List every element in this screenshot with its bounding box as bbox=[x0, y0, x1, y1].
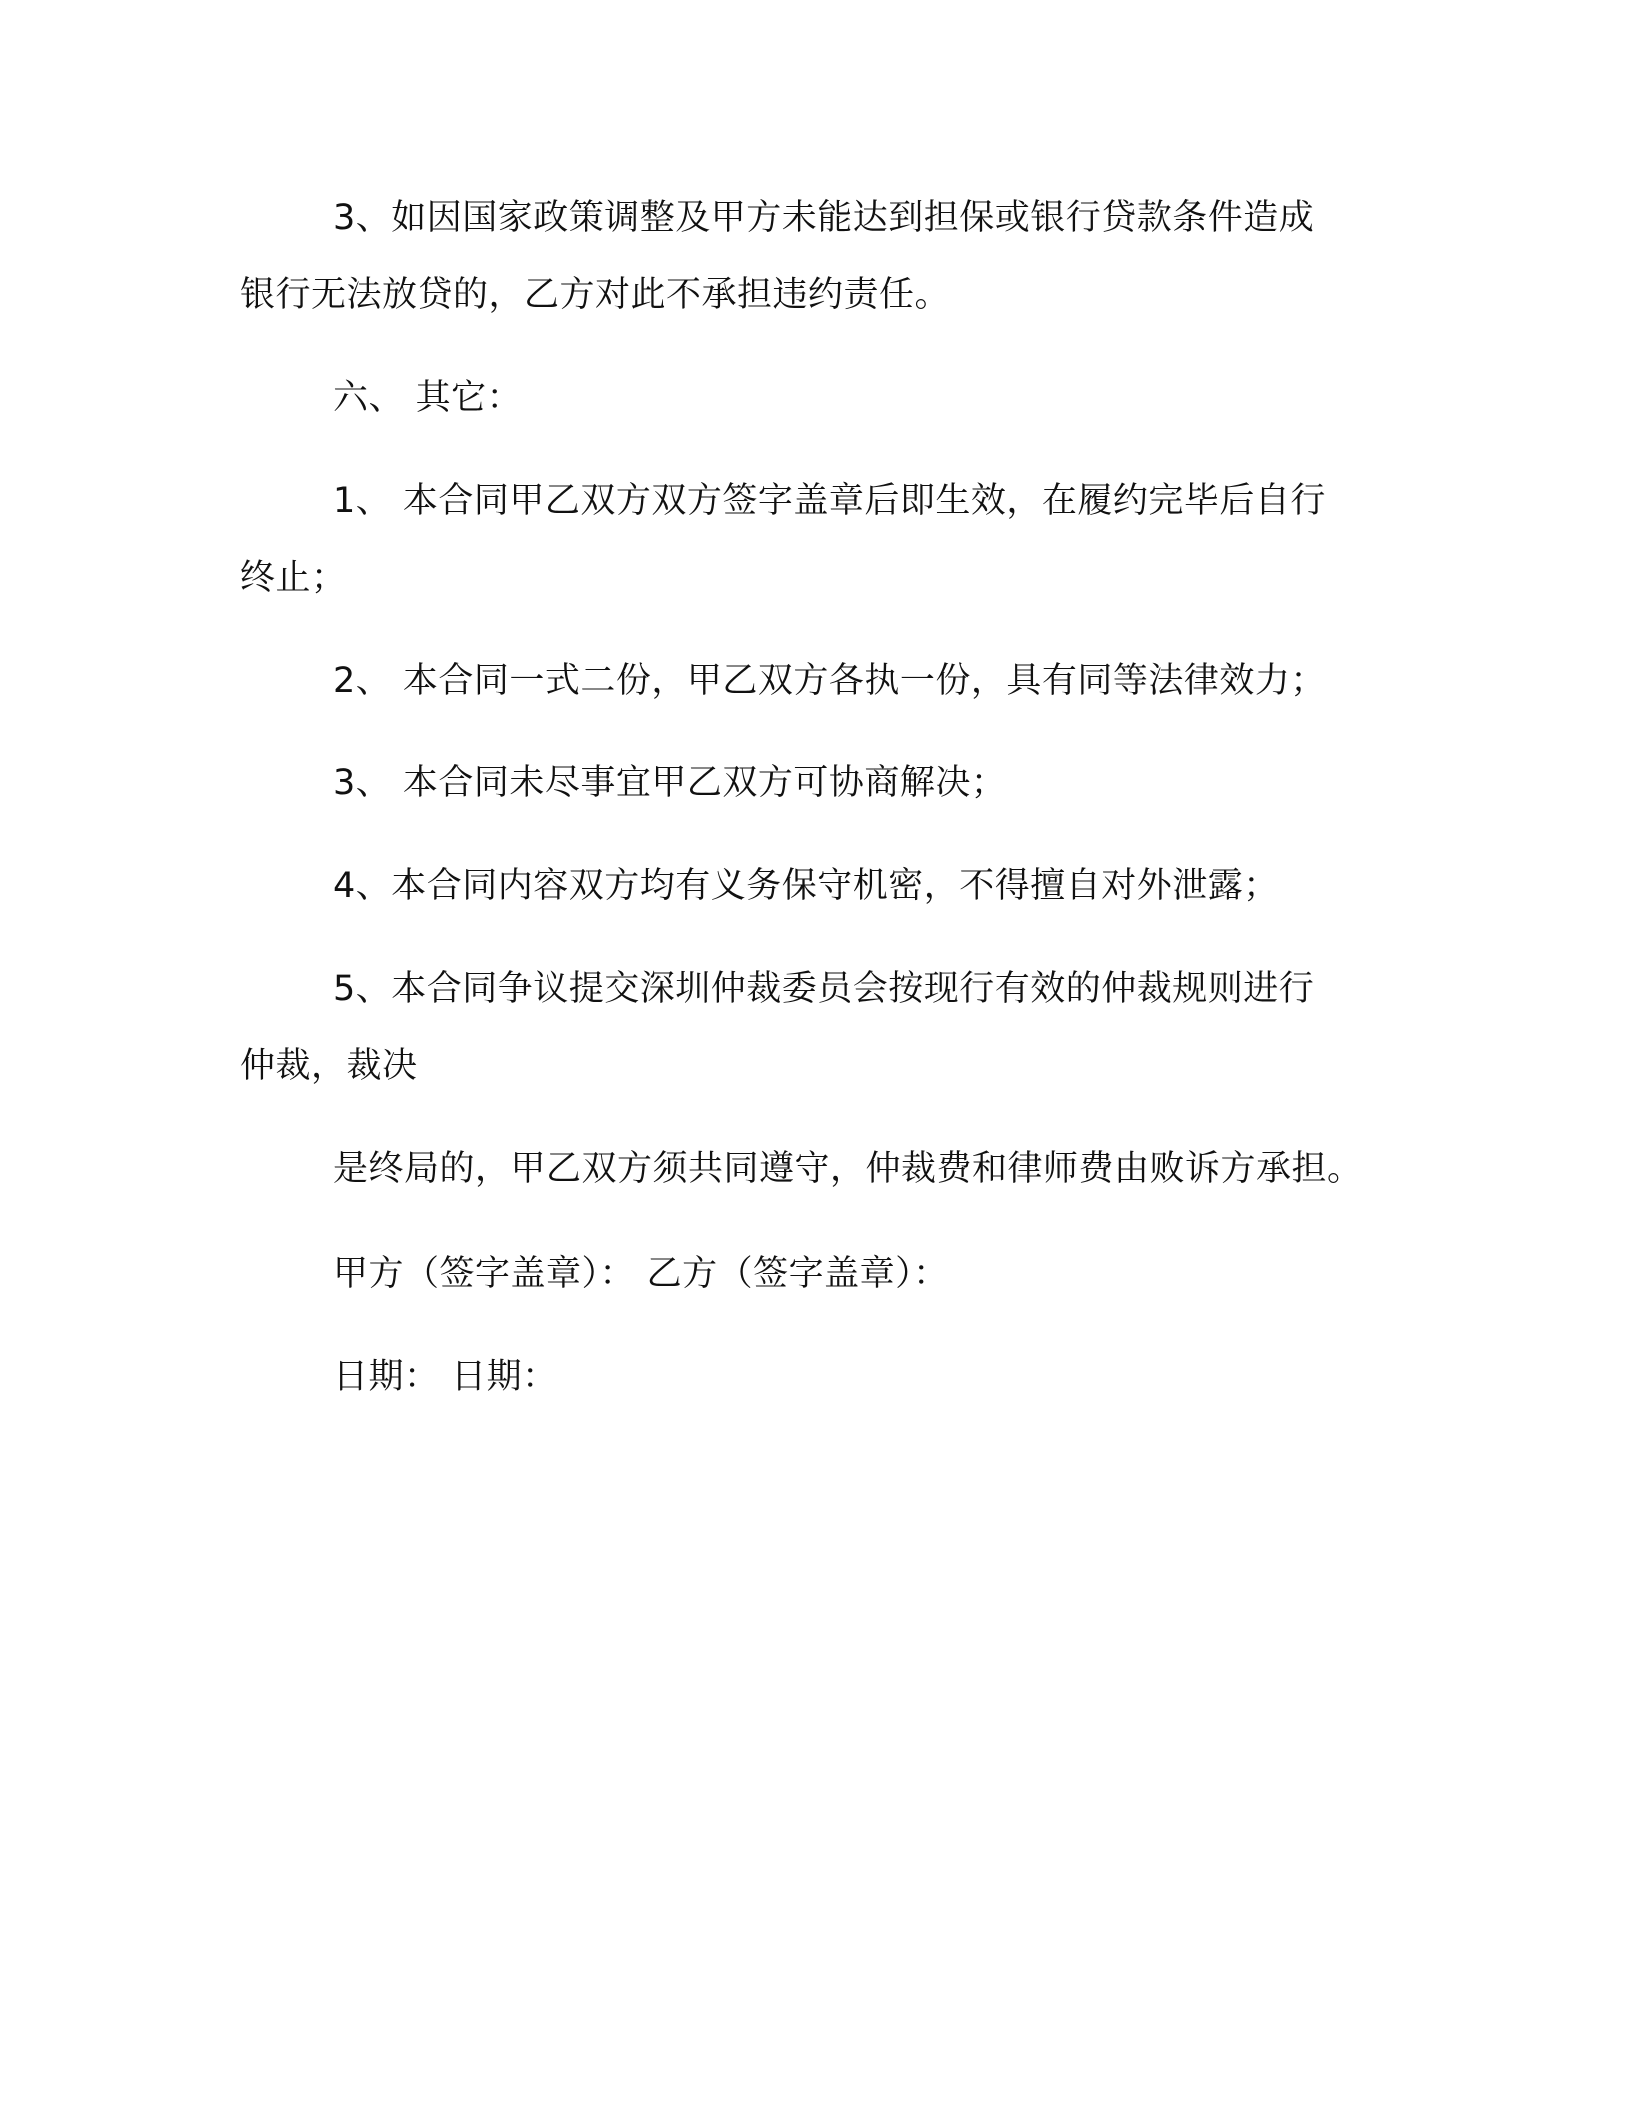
clause-5-3-line-1: 3、如因国家政策调整及甲方未能达到担保或银行贷款条件造成 bbox=[333, 198, 1315, 238]
clause-6-1-line-1: 1、 本合同甲乙双方双方签字盖章后即生效，在履约完毕后自行 bbox=[333, 481, 1326, 521]
clause-6-4: 4、本合同内容双方均有义务保守机密，不得擅自对外泄露； bbox=[333, 866, 1279, 906]
date-line: 日期： 日期： bbox=[333, 1357, 558, 1397]
clause-5-3-line-2: 银行无法放贷的，乙方对此不承担违约责任。 bbox=[240, 275, 951, 315]
clause-6-5-line-1: 5、本合同争议提交深圳仲裁委员会按现行有效的仲裁规则进行 bbox=[333, 969, 1315, 1009]
clause-6-3: 3、 本合同未尽事宜甲乙双方可协商解决； bbox=[333, 763, 1007, 803]
clause-6-5-line-3: 是终局的，甲乙双方须共同遵守，仲裁费和律师费由败诉方承担。 bbox=[333, 1149, 1363, 1189]
clause-6-2: 2、 本合同一式二份，甲乙双方各执一份，具有同等法律效力； bbox=[333, 661, 1326, 701]
clause-6-5-line-2: 仲裁，裁决 bbox=[240, 1046, 418, 1086]
clause-6-1-line-2: 终止； bbox=[240, 558, 347, 598]
signature-line: 甲方（签字盖章）： 乙方（签字盖章）： bbox=[333, 1254, 949, 1294]
section-6-heading: 六、 其它： bbox=[333, 378, 523, 418]
